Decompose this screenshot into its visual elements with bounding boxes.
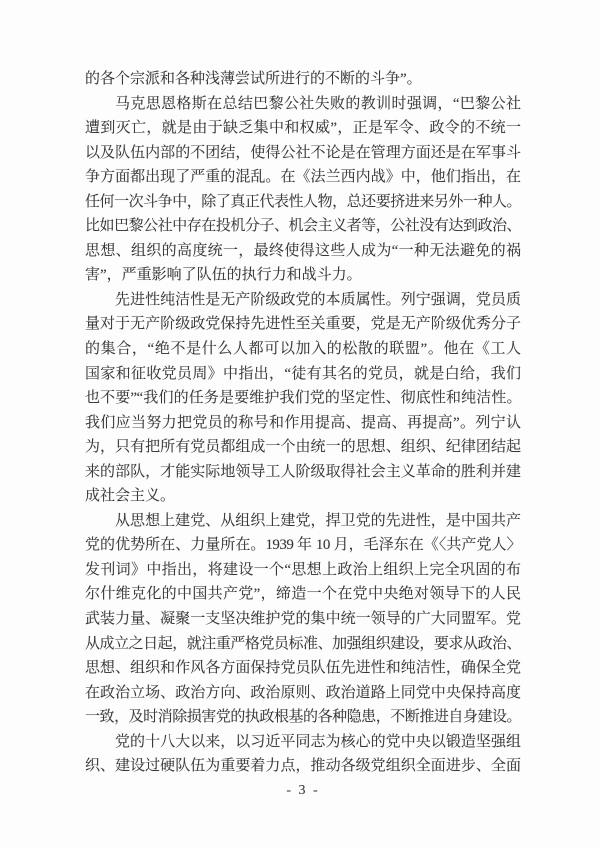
text-line: 任何一次斗争中，除了真正代表性人物，总还要挤进来另外一种人。 — [85, 193, 521, 210]
text-line: 马克思恩格斯在总结巴黎公社失败的教训时强调，“巴黎公社 — [115, 95, 521, 112]
text-line: 国家和征收党员周》中指出，“徒有其名的党员，就是白给，我们 — [85, 365, 521, 382]
page-number: - 3 - — [286, 783, 320, 798]
text-line: 从思想上建党、从组织上建党，捍卫党的先进性，是中国共产 — [115, 512, 521, 529]
text-line: 党的优势所在、力量所在。1939 年 10 月，毛泽东在《〈共产党人〉 — [85, 537, 521, 554]
text-block — [85, 67, 521, 779]
text-line: 争方面都出现了严重的混乱。在《法兰西内战》中，他们指出，在 — [85, 169, 521, 186]
text-line: 以及队伍内部的不团结，使得公社不论是在管理方面还是在军事斗 — [85, 144, 521, 161]
text-line: 党的十八大以来，以习近平同志为核心的党中央以锻造坚强组 — [115, 733, 521, 750]
text-line: 我们应当努力把党员的称号和作用提高、提高、再提高”。列宁认 — [85, 414, 521, 431]
text-line: 思想、组织的高度统一，最终使得这些人成为“一种无法避免的祸 — [85, 242, 521, 259]
text-line: 量对于无产阶级政党保持先进性至关重要，党是无产阶级优秀分子 — [85, 316, 521, 333]
text-line: 成社会主义。 — [85, 488, 176, 505]
text-line: 害”，严重影响了队伍的执行力和战斗力。 — [85, 267, 362, 284]
text-line: 武装力量、凝聚一支坚决维护党的集中统一领导的广大同盟军。党 — [85, 611, 521, 628]
text-line: 比如巴黎公社中存在投机分子、机会主义者等，公社没有达到政治、 — [85, 218, 521, 235]
text-line: 的各个宗派和各种浅薄尝试所进行的不断的斗争”。 — [85, 71, 422, 87]
text-line: 从成立之日起，就注重严格党员标准、加强组织建设，要求从政治、 — [85, 635, 521, 652]
text-line: 在政治立场、政治方向、政治原则、政治道路上同党中央保持高度 — [85, 684, 521, 701]
text-line: 一致，及时消除损害党的执政根基的各种隐患，不断推进自身建设。 — [85, 709, 521, 726]
text-line: 也不要”“我们的任务是要维护我们党的坚定性、彻底性和纯洁性。 — [85, 390, 521, 407]
text-line: 遭到灭亡，就是由于缺乏集中和权威”，正是军令、政令的不统一 — [85, 120, 521, 137]
text-line: 发刊词》中指出，将建设一个“思想上政治上组织上完全巩固的布 — [85, 561, 521, 578]
text-line: 来的部队，才能实际地领导工人阶级取得社会主义革命的胜利并建 — [85, 463, 521, 480]
text-line: 的集合，“绝不是什么人都可以加入的松散的联盟”。他在《工人 — [85, 341, 521, 358]
text-line: 思想、组织和作风各方面保持党员队伍先进性和纯洁性，确保全党 — [85, 660, 521, 677]
text-line: 为，只有把所有党员都组成一个由统一的思想、组织、纪律团结起 — [85, 439, 521, 456]
text-line: 尔什维克化的中国共产党”，缔造一个在党中央绝对领导下的人民 — [85, 586, 521, 603]
text-line: 织、建设过硬队伍为重要着力点，推动各级党组织全面进步、全面 — [85, 758, 521, 775]
text-line: 先进性纯洁性是无产阶级政党的本质属性。列宁强调，党员质 — [115, 291, 521, 308]
